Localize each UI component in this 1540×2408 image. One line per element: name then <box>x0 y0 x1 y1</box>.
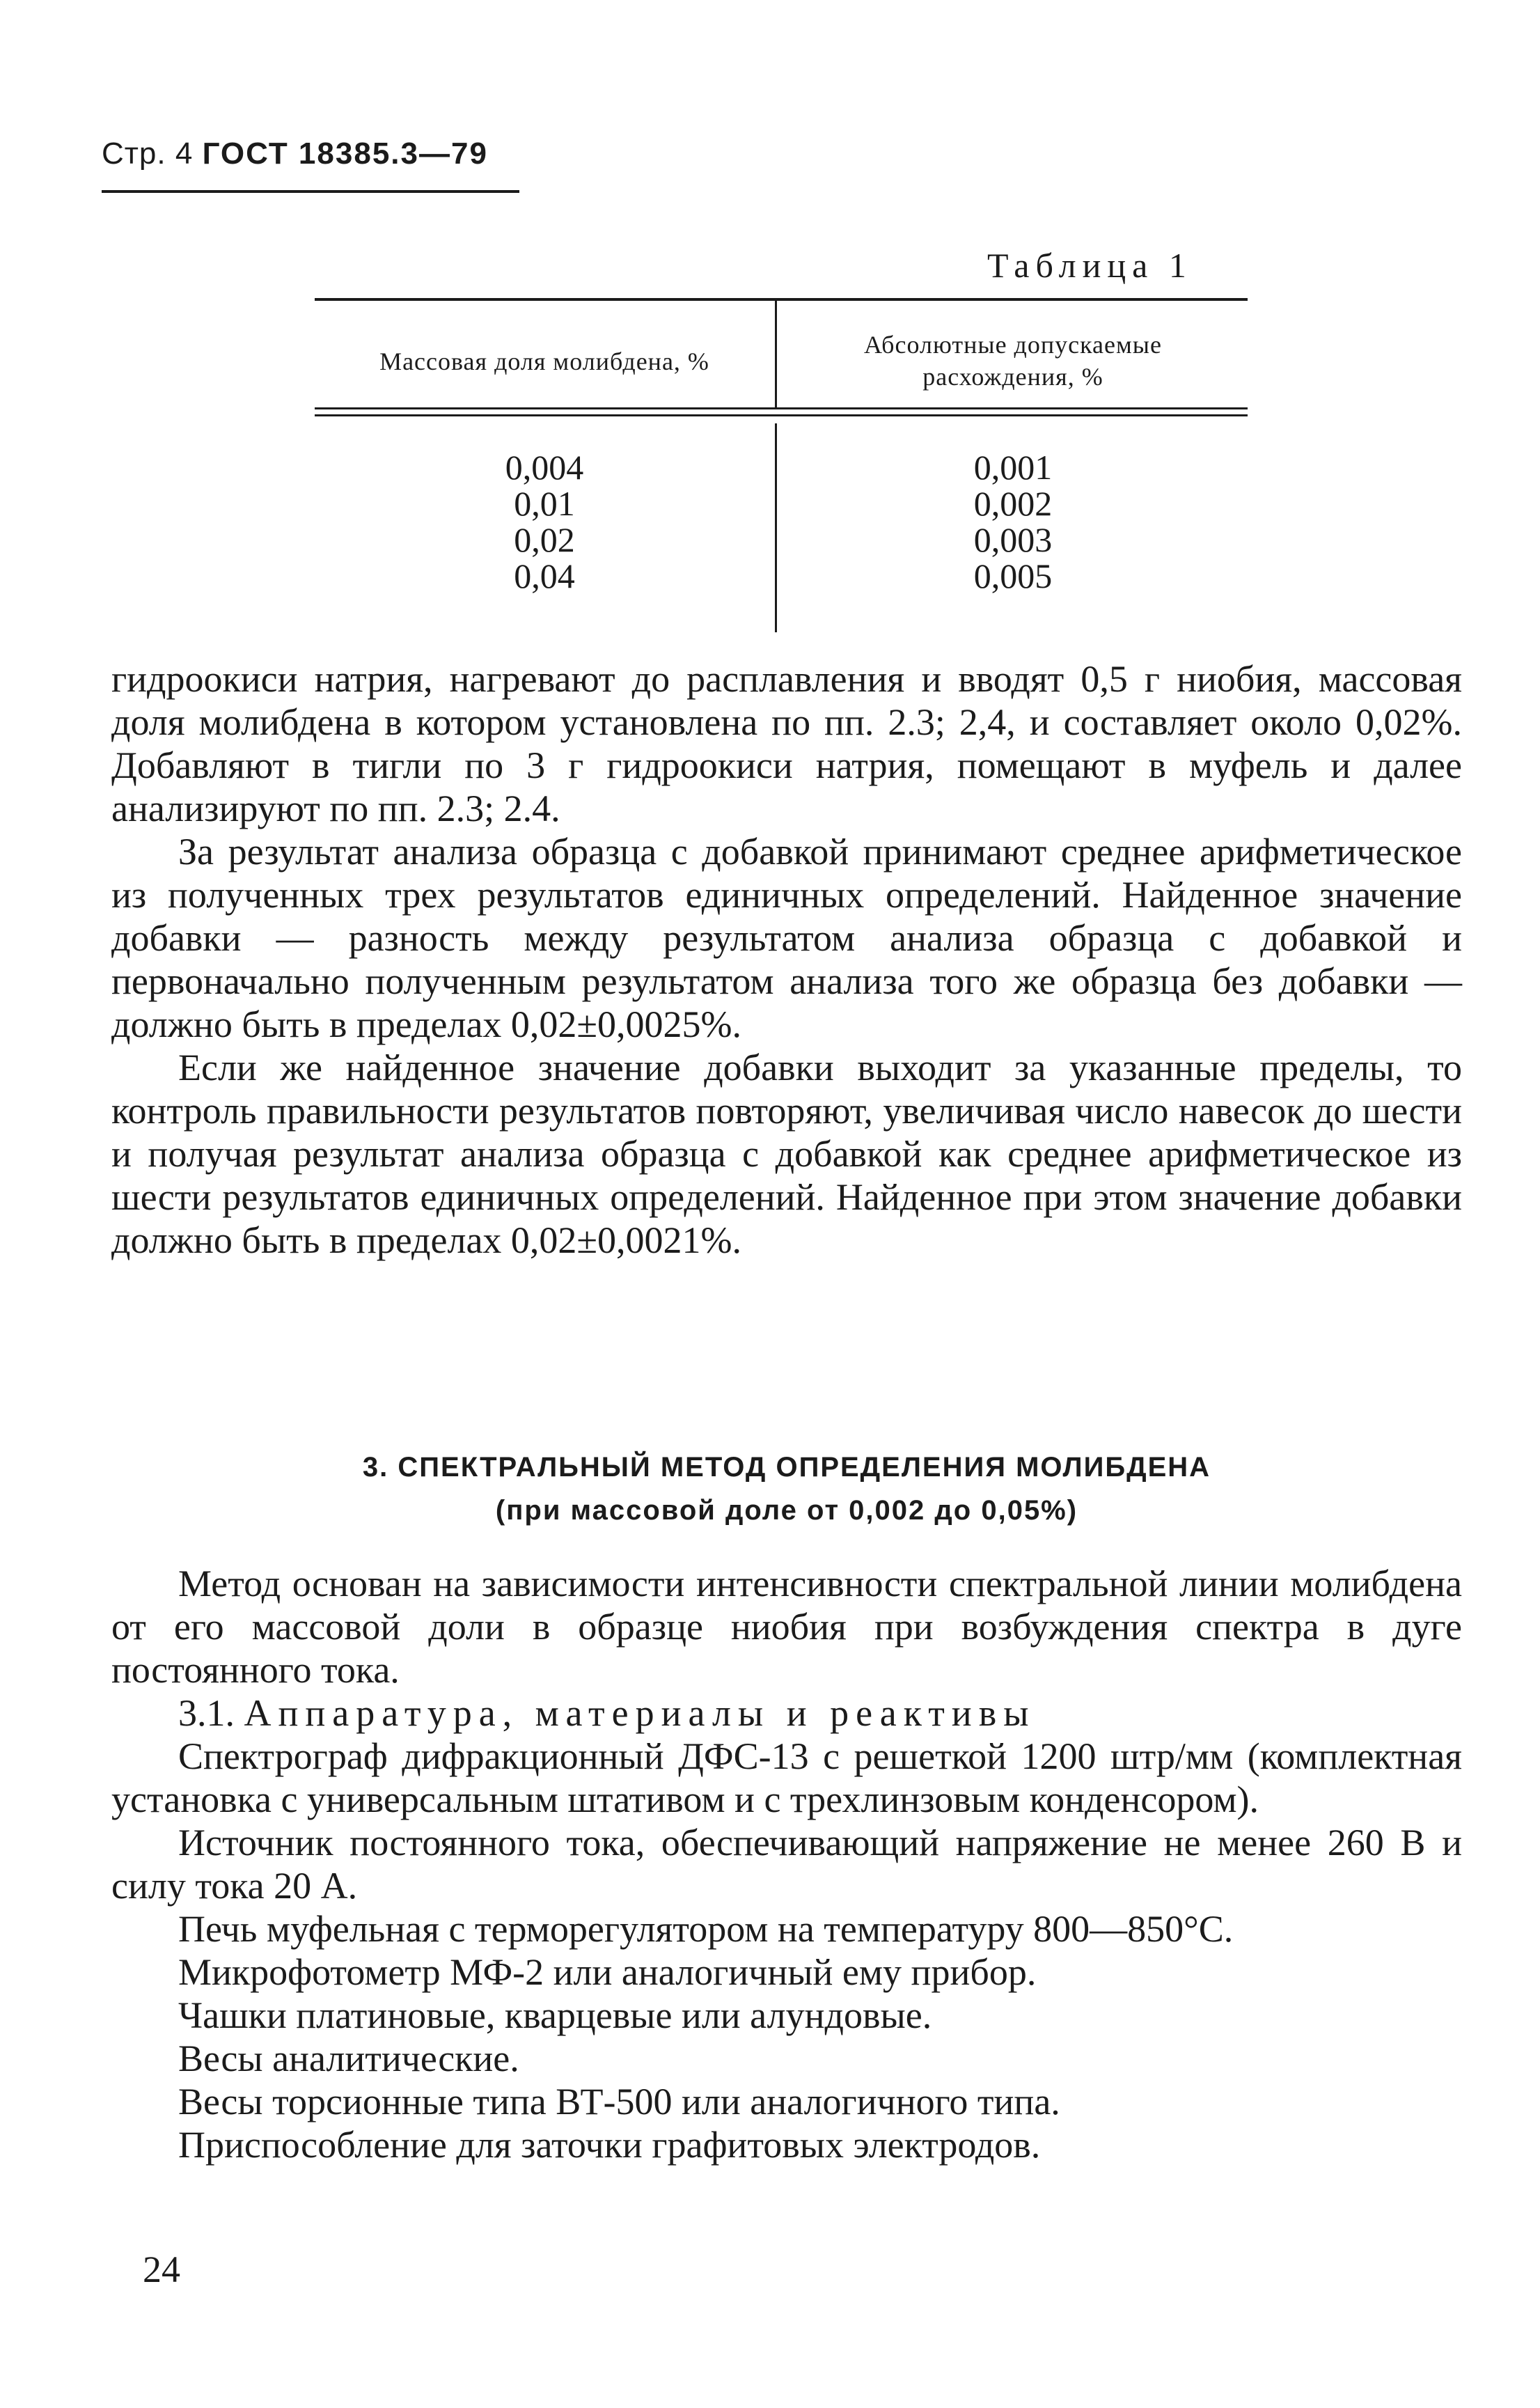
table-cell: 0,01 <box>514 484 575 523</box>
paragraph-result-evaluation: За результат анализа образца с добавкой принимают среднее арифметическое из полученных трех результатов единичных определений. Найденное значение добавки — разность между результатом анализа образца с добавкой и первоначально полученным результатом анализа того же образца без добавки — должно быть в пределах 0,02±0,0025%. <box>111 831 1462 1045</box>
table-body-divider <box>775 423 777 632</box>
section-body <box>111 1562 1462 2166</box>
page-label: Стр. 4 <box>102 136 194 171</box>
header-rule <box>102 190 519 193</box>
equipment-item: Источник постоянного тока, обеспечивающий напряжение не менее 260 В и силу тока 20 А. <box>111 1822 1462 1907</box>
equipment-item: Приспособление для заточки графитовых электродов. <box>178 2124 1041 2166</box>
body-text-block <box>111 657 1462 1262</box>
table-header-rule-2 <box>315 414 1248 416</box>
equipment-item: Весы аналитические. <box>178 2038 519 2079</box>
equipment-item: Спектрограф дифракционный ДФС-13 с решеткой 1200 штр/мм (комплектная установка с универсальным штативом и с трехлинзовым конденсором). <box>111 1735 1462 1820</box>
table-cell: 0,02 <box>514 520 575 559</box>
subsection-title: Аппаратура, материалы и реактивы <box>244 1692 1036 1734</box>
table-cell: 0,005 <box>973 556 1053 595</box>
running-header <box>102 136 488 171</box>
paragraph-repeat-control: Если же найденное значение добавки выходит за указанные пределы, то контроль правильности результатов повторяют, увеличивая число навесок до шести и получая результат анализа образца с добавкой как среднее арифметическое из шести результатов единичных определений. Найденное при этом значение добавки должно быть в пределах 0,02±0,0021%. <box>111 1047 1462 1261</box>
table-cell: 0,003 <box>973 520 1053 559</box>
method-intro: Метод основан на зависимости интенсивности спектральной линии молибдена от его массовой доли в образце ниобия при возбуждения спектра в дуге постоянного тока. <box>111 1563 1462 1691</box>
equipment-item: Весы торсионные типа ВТ-500 или аналогичного типа. <box>178 2081 1060 2122</box>
paragraph-continuation: гидроокиси натрия, нагревают до расплавления и вводят 0,5 г ниобия, массовая доля молибдена в котором установлена по пп. 2.3; 2,4, и составляет около 0,02%. Добавляют в тигли по 3 г гидроокиси натрия, помещают в муфель и далее анализируют по пп. 2.3; 2.4. <box>111 658 1462 829</box>
page-number: 24 <box>143 2249 180 2290</box>
subsection-heading <box>111 1691 1462 1735</box>
equipment-item: Печь муфельная с терморегулятором на температуру 800—850°С. <box>178 1908 1234 1950</box>
section-subtitle: (при массовой доле от 0,002 до 0,05%) <box>495 1495 1078 1526</box>
table-header-mass-fraction: Массовая доля молибдена, % <box>379 347 709 375</box>
table-column-mass-fraction <box>315 449 774 594</box>
equipment-item: Чашки платиновые, кварцевые или алундовые. <box>178 1994 932 2036</box>
equipment-item: Микрофотометр МФ-2 или аналогичный ему прибор. <box>178 1951 1037 1993</box>
table-header-tolerance-line2: расхождения, % <box>922 363 1103 391</box>
table-header-tolerance-line1: Абсолютные допускаемые <box>864 331 1162 359</box>
subsection-number: 3.1. <box>178 1692 235 1734</box>
table-header-rule-1 <box>315 407 1248 409</box>
table-header-tolerance <box>778 329 1248 393</box>
table-cell: 0,004 <box>505 448 584 487</box>
table-header-divider <box>775 299 777 409</box>
document-code: ГОСТ 18385.3—79 <box>202 136 488 171</box>
table-top-rule <box>315 298 1248 301</box>
table-cell: 0,001 <box>973 448 1053 487</box>
section-title: 3. СПЕКТРАЛЬНЫЙ МЕТОД ОПРЕДЕЛЕНИЯ МОЛИБДЕНА <box>362 1452 1211 1483</box>
table-column-tolerance <box>778 449 1248 594</box>
table-cell: 0,002 <box>973 484 1053 523</box>
table-caption: Таблица 1 <box>987 246 1193 285</box>
table-cell: 0,04 <box>514 556 575 595</box>
